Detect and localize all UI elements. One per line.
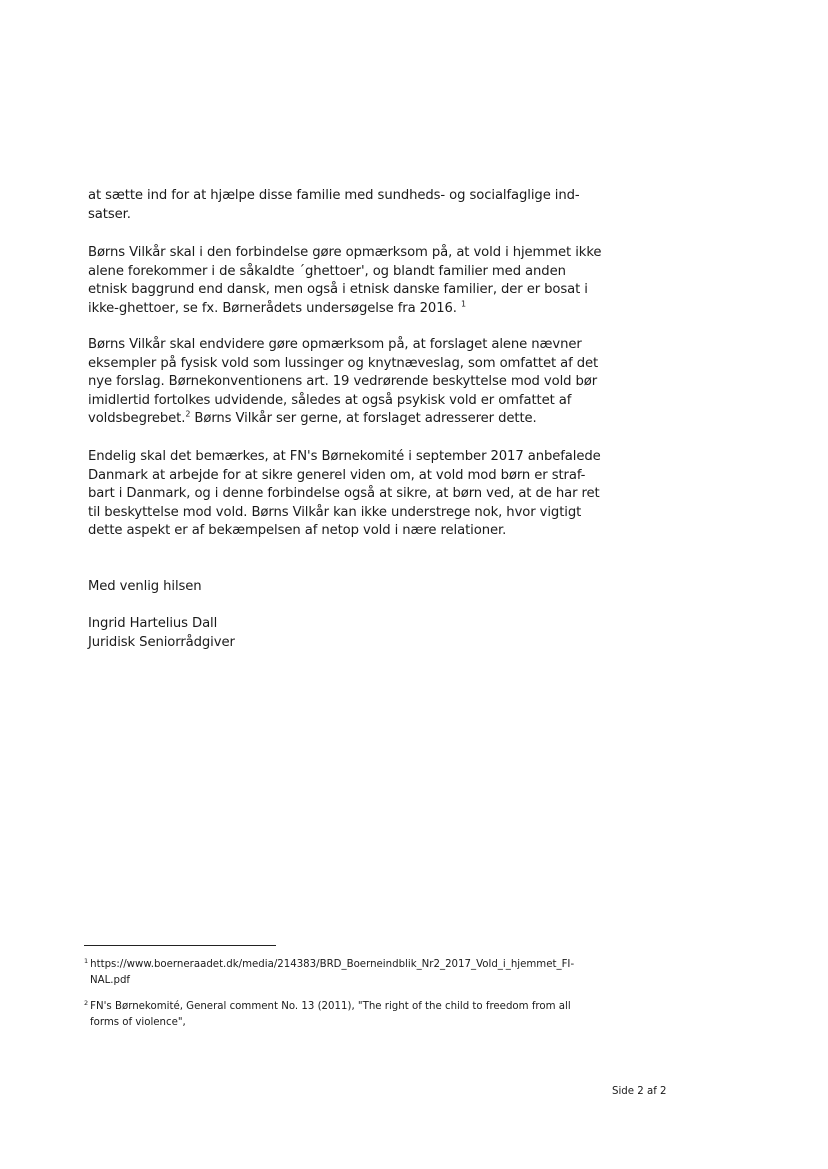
footnote-1-mark: 1 bbox=[84, 956, 89, 965]
paragraph-3-text: Børns Vilkår skal endvidere gøre opmærksom på, at forslaget alene nævner eksempler på fysisk vold som lussinger og knytnæveslag, som omfattet af det nye forslag. Børnekonventionens art. 19 vedrørende beskyttelse mod vold bør imidlertid fortolkes udvidende, således at også psykisk vold er omfattet af voldsbegrebet. bbox=[88, 337, 599, 427]
footnote-1-link[interactable]: https://www.boerneraadet.dk/media/214383/BRD_Boerneindblik_Nr2_2017_Vold_i_hjemmet_FI- bbox=[90, 959, 575, 970]
footnote-1-link-continued[interactable]: NAL.pdf bbox=[90, 974, 131, 986]
paragraph-4 bbox=[88, 448, 608, 541]
footnote-1 bbox=[84, 957, 604, 988]
paragraph-3-text-after: Børns Vilkår ser gerne, at forslaget adresserer dette. bbox=[190, 411, 537, 427]
footnote-ref-1[interactable]: 1 bbox=[461, 299, 466, 309]
paragraph-4-text: Endelig skal det bemærkes, at FN's Børnekomité i september 2017 anbefalede Danmark at arbejde for at sikre generel viden om, at vold mod børn er straf-bart i Danmark, og i denne forbindelse også at sikre, at børn ved, at de har ret til beskyttelse mod vold. Børns Vilkår kan ikke understrege nok, hvor vigtigt dette aspekt er af bekæmpelsen af netop vold i nære relationer. bbox=[88, 449, 601, 539]
footnote-2-text: FN's Børnekomité, General comment No. 13 (2011), "The right of the child to freedom from all bbox=[90, 1001, 571, 1012]
footnote-2-text-continued: forms of violence", bbox=[90, 1016, 186, 1028]
paragraph-3 bbox=[88, 336, 608, 429]
page-number: Side 2 af 2 bbox=[612, 1086, 667, 1097]
footnote-2 bbox=[84, 999, 604, 1030]
paragraph-1 bbox=[88, 187, 608, 224]
footnote-2-mark: 2 bbox=[84, 998, 89, 1007]
paragraph-2 bbox=[88, 244, 608, 318]
footnote-ref-2[interactable]: 2 bbox=[185, 409, 191, 419]
paragraph-2-text: Børns Vilkår skal i den forbindelse gøre opmærksom på, at vold i hjemmet ikke alene forekommer i de såkaldte ´ghettoer', og blandt familier med anden etnisk baggrund end dansk, men også i etnisk danske familier, der er bosat i ikke-ghettoer, se fx. Børnerådets undersøgelse fra 2016. bbox=[88, 245, 602, 316]
footnote-divider bbox=[84, 945, 276, 946]
paragraph-1-text: at sætte ind for at hjælpe disse familie med sundheds- og socialfaglige ind-satser. bbox=[88, 188, 580, 222]
signer-title: Juridisk Seniorrådgiver bbox=[88, 635, 235, 650]
closing-greeting: Med venlig hilsen bbox=[88, 579, 202, 594]
signer-name: Ingrid Hartelius Dall bbox=[88, 616, 218, 631]
